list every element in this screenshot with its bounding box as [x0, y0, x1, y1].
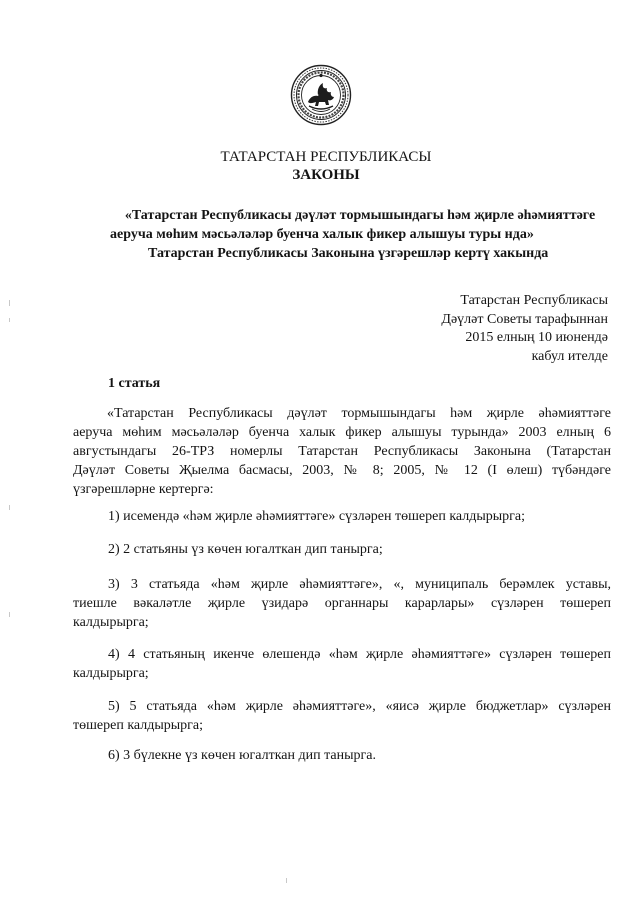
scan-mark — [9, 300, 10, 306]
paragraph-line: Дәүләт Советы Җыелма басмасы, 2003, № 8; 2005, № 12 (I өлеш) түбәндәге — [73, 463, 611, 478]
scan-mark — [9, 505, 10, 510]
list-item: 6) 3 бүлекне үз көчен югалткан дип танырга. — [108, 748, 376, 763]
adoption-line: Татарстан Республикасы — [460, 293, 608, 308]
law-title-line: аеруча мөһим мәсьәләләр буенча халык фикер алышуы туры нда» — [110, 227, 534, 242]
list-item: 1) исемендә «һәм җирле әһәмияттәге» сүзләрен төшереп калдырырга; — [108, 509, 526, 524]
law-title — [100, 206, 620, 225]
law-heading: ЗАКОНЫ — [292, 167, 360, 183]
adoption-note — [441, 292, 608, 366]
paragraph-line: 3) 3 статьяда «һәм җирле әһәмияттәге», «, муниципаль берәмлек уставы, — [108, 577, 611, 592]
republic-heading: ТАТАРСТАН РЕСПУБЛИКАСЫ — [220, 149, 432, 165]
paragraph-line: «Татарстан Республикасы дәүләт тормышындагы һәм җирле әһәмияттәге — [107, 406, 611, 421]
paragraph-line: аеруча мөһим мәсьәләләр буенча халык фикер алышуы турында» 2003 елның 6 — [73, 425, 611, 440]
list-item: 2) 2 статьяны үз көчен югалткан дип танырга; — [108, 542, 383, 557]
article-title: 1 статья — [108, 376, 161, 391]
coat-of-arms-emblem — [290, 64, 352, 126]
paragraph-line: үзгәрешләрне кертергә: — [73, 482, 214, 497]
law-title — [148, 244, 608, 263]
paragraph-line: төшереп калдырырга; — [73, 718, 204, 733]
scan-mark — [9, 612, 10, 617]
paragraph-line: 4) 4 статьяның икенче өлешендә «һәм җирле әһәмияттәге» сүзләрен төшереп — [108, 647, 611, 662]
law-title — [96, 225, 534, 244]
adoption-line: 2015 елның 10 июнендә — [465, 330, 608, 345]
scan-mark — [286, 878, 287, 883]
paragraph-line: 5) 5 статьяда «һәм җирле әһәмияттәге», «яисә җирле бюджетлар» сүзләрен — [108, 699, 611, 714]
paragraph-line: тиешле вәкаләтле җирле үзидарә органнары карарлары» сүзләрен төшереп — [73, 596, 611, 611]
list-item — [73, 645, 611, 683]
paragraph-line: калдырырга; — [73, 666, 149, 681]
law-title-line: «Татарстан Республикасы дәүләт тормышындагы һәм җирле әһәмияттәге — [124, 208, 596, 223]
scan-mark — [9, 318, 10, 322]
paragraph-line: калдырырга; — [73, 615, 149, 630]
adoption-line: кабул ителде — [531, 348, 608, 364]
list-item — [73, 575, 611, 632]
adoption-line: Дәүләт Советы тарафыннан — [441, 311, 608, 327]
article-intro-paragraph — [73, 404, 611, 499]
paragraph-line: августындагы 26-ТРЗ номерлы Татарстан Республикасы Законына (Татарстан — [73, 444, 611, 459]
law-title-line: Татарстан Республикасы Законына үзгәрешләр кертү хакында — [148, 246, 549, 261]
list-item — [73, 697, 611, 735]
